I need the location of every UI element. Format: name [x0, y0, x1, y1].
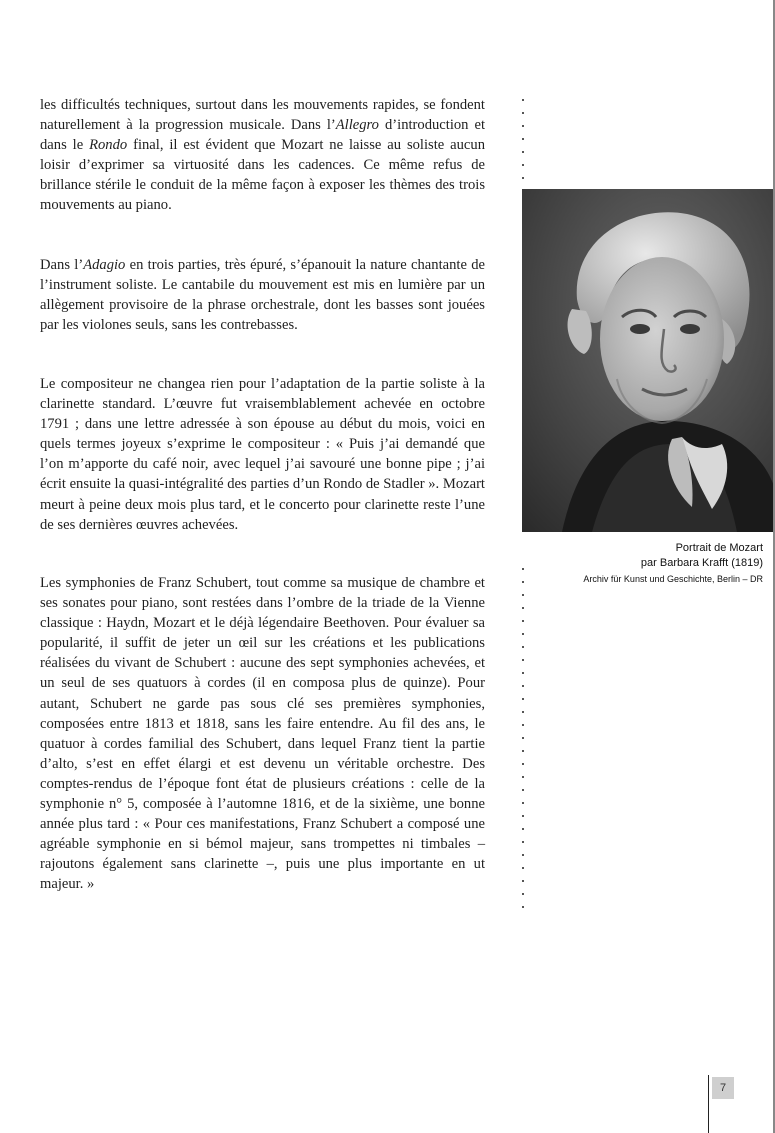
dotted-rule-bottom — [522, 568, 524, 913]
caption-title: Portrait de Mozart — [675, 542, 763, 554]
paragraph-clarinet-adaptation: Le compositeur ne changea rien pour l’adaptation de la partie soliste à la clarinette standard. L’œuvre fut vraisemblablement achevée en octobre 1791 ; dans une lettre adressée à son épouse au début du mois, voici en quels termes joyeux s’exprime le compositeur : « Puis j’ai demandé que l’on m’apporte du café noir, avec lequel j’ai savouré une bonne pipe ; j’ai écrit ensuite la quasi-intégralité des parties d’un Rondo de Stadler ». Mozart meurt à peine deux mois plus tard, et le concerto pour clarinette reste l’une de ses dernières œuvres achevées. — [40, 376, 485, 533]
dotted-rule-top — [522, 99, 524, 179]
caption-credit: Archiv für Kunst und Geschichte, Berlin – DR — [583, 574, 763, 584]
footer-divider — [708, 1075, 709, 1133]
paragraph-schubert: Les symphonies de Franz Schubert, tout comme sa musique de chambre et ses sonates pour piano, sont restées dans l’ombre de la triade de la Vienne classique : Haydn, Mozart et le déjà légendaire Beethoven. Pour évaluer sa popularité, il suffit de jeter un œil sur les créations et les publications réalisées du vivant de Schubert : aucune des sept symphonies achevées, et un seul de ses quatuors à cordes (il en composa plus de quinze). Pour autant, Schubert ne garde pas sous clé ses premières symphonies, composées entre 1813 et 1818, sans les faire entendre. Au fil des ans, le quatuor à cordes familial des Schubert, dans lequel Franz tient la partie d’alto, s’est en effet élargi et est devenu un véritable orchestre. Des comptes-rendus de l’époque font état de plusieurs créations : celle de la symphonie n° 5, composée à l’automne 1816, et de la sixième, une bonne année plus tard : « Pour ces manifestations, Franz Schubert a composé une agréable symphonie en si bémol majeur, sans trompettes ni timbales – rajoutons également sans clarinette –, puis une plus importante en ut majeur. » — [40, 575, 485, 893]
portrait-caption — [583, 541, 763, 586]
page-number: 7 — [712, 1077, 734, 1099]
mozart-portrait-image — [522, 189, 775, 532]
caption-artist: par Barbara Krafft (1819) — [640, 557, 763, 569]
paragraph-adagio: Dans l’Adagio en trois parties, très épuré, s’épanouit la nature chantante de l’instrument soliste. Le cantabile du mouvement est mis en lumière par un allègement provisoire de la phrase orchestrale, dont les basses sont jouées par les violones seuls, sans les contrebasses. — [40, 257, 485, 334]
paragraph-allegro: les difficultés techniques, surtout dans les mouvements rapides, se fondent naturellement à la progression musicale. Dans l’Allegro d’introduction et dans le Rondo final, il est évident que Mozart ne laisse au soliste aucun loisir d’exprimer sa virtuosité dans les cadences. Ce même refus de brillance stérile le conduit de la même façon à exposer les thèmes des trois mouvements au piano. — [40, 97, 486, 214]
